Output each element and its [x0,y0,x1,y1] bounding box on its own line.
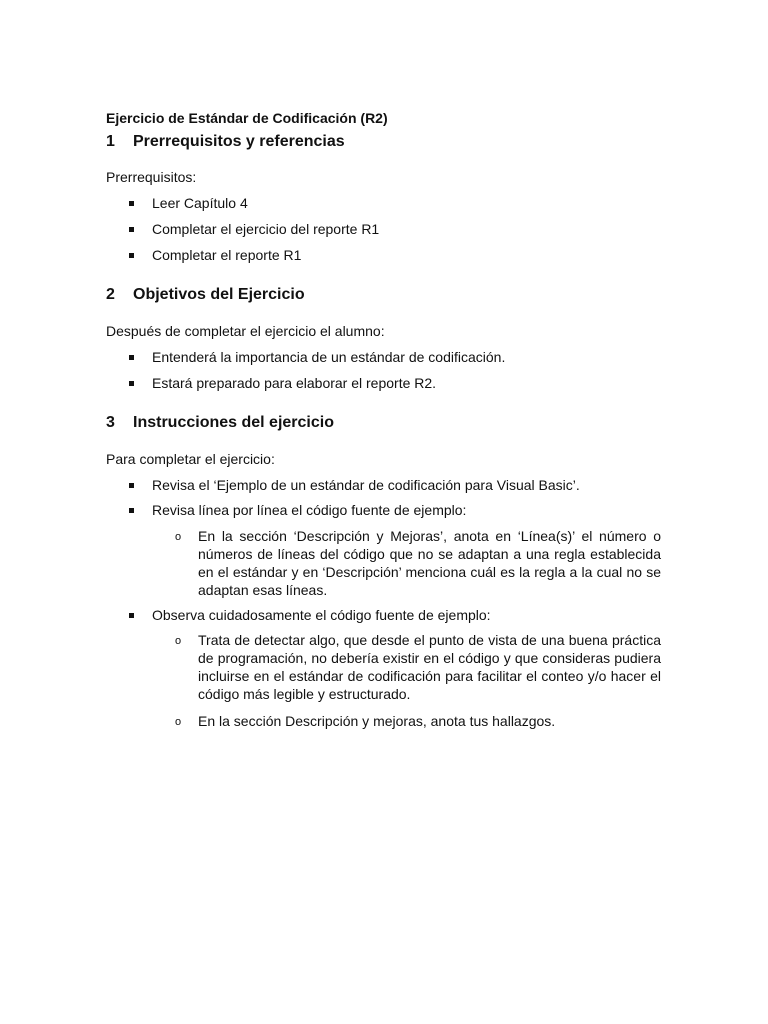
section-heading-text: Prerrequisitos y referencias [133,133,345,150]
bullet-marker [129,508,134,513]
section-heading-text: Objetivos del Ejercicio [133,286,305,303]
list-item-text: Revisa línea por línea el código fuente de ejemplo: [152,502,467,518]
list-item-text: Estará preparado para elaborar el reporte R2. [152,375,437,391]
section-number: 1 [106,133,115,150]
section-number: 3 [106,414,115,431]
list-item-text: Observa cuidadosamente el código fuente de ejemplo: [152,607,491,623]
bullet-marker [129,381,134,386]
section-intro: Prerrequisitos: [106,169,197,185]
list-item-text: Revisa el ‘Ejemplo de un estándar de codificación para Visual Basic’. [152,477,580,493]
section-heading-3 [106,413,334,433]
section-intro: Para completar el ejercicio: [106,451,275,467]
section-heading-2 [106,285,305,305]
section-heading-text: Instrucciones del ejercicio [133,414,334,431]
list-item-text: Entenderá la importancia de un estándar de codificación. [152,349,506,365]
sub-bullet-marker: o [175,531,182,543]
sub-list-item-text: En la sección ‘Descripción y Mejoras’, anota en ‘Línea(s)’ el número o números de líneas del código que no se adaptan a una regla establecida en el estándar y en ‘Descripción’ menciona cuál es la regla a la cual no se adaptan esas líneas. [198,528,661,598]
document-title: Ejercicio de Estándar de Codificación (R2) [106,110,388,126]
bullet-marker [129,355,134,360]
sub-list-item-text: En la sección Descripción y mejoras, anota tus hallazgos. [198,713,556,729]
list-item-text: Leer Capítulo 4 [152,195,248,211]
bullet-marker [129,483,134,488]
bullet-marker [129,613,134,618]
section-intro: Después de completar el ejercicio el alumno: [106,323,385,339]
sub-bullet-marker: o [175,635,182,647]
sub-list-item-text: Trata de detectar algo, que desde el punto de vista de una buena práctica de programación, no debería existir en el código y que consideras pudiera incluirse en el estándar de codificación para facilitar el conteo y/o hacer el código más legible y estructurado. [198,632,661,702]
list-item-text: Completar el reporte R1 [152,247,302,263]
bullet-marker [129,227,134,232]
section-number: 2 [106,286,115,303]
list-item-text: Completar el ejercicio del reporte R1 [152,221,380,237]
bullet-marker [129,201,134,206]
section-heading-1 [106,132,345,152]
sub-bullet-marker: o [175,716,182,728]
bullet-marker [129,253,134,258]
